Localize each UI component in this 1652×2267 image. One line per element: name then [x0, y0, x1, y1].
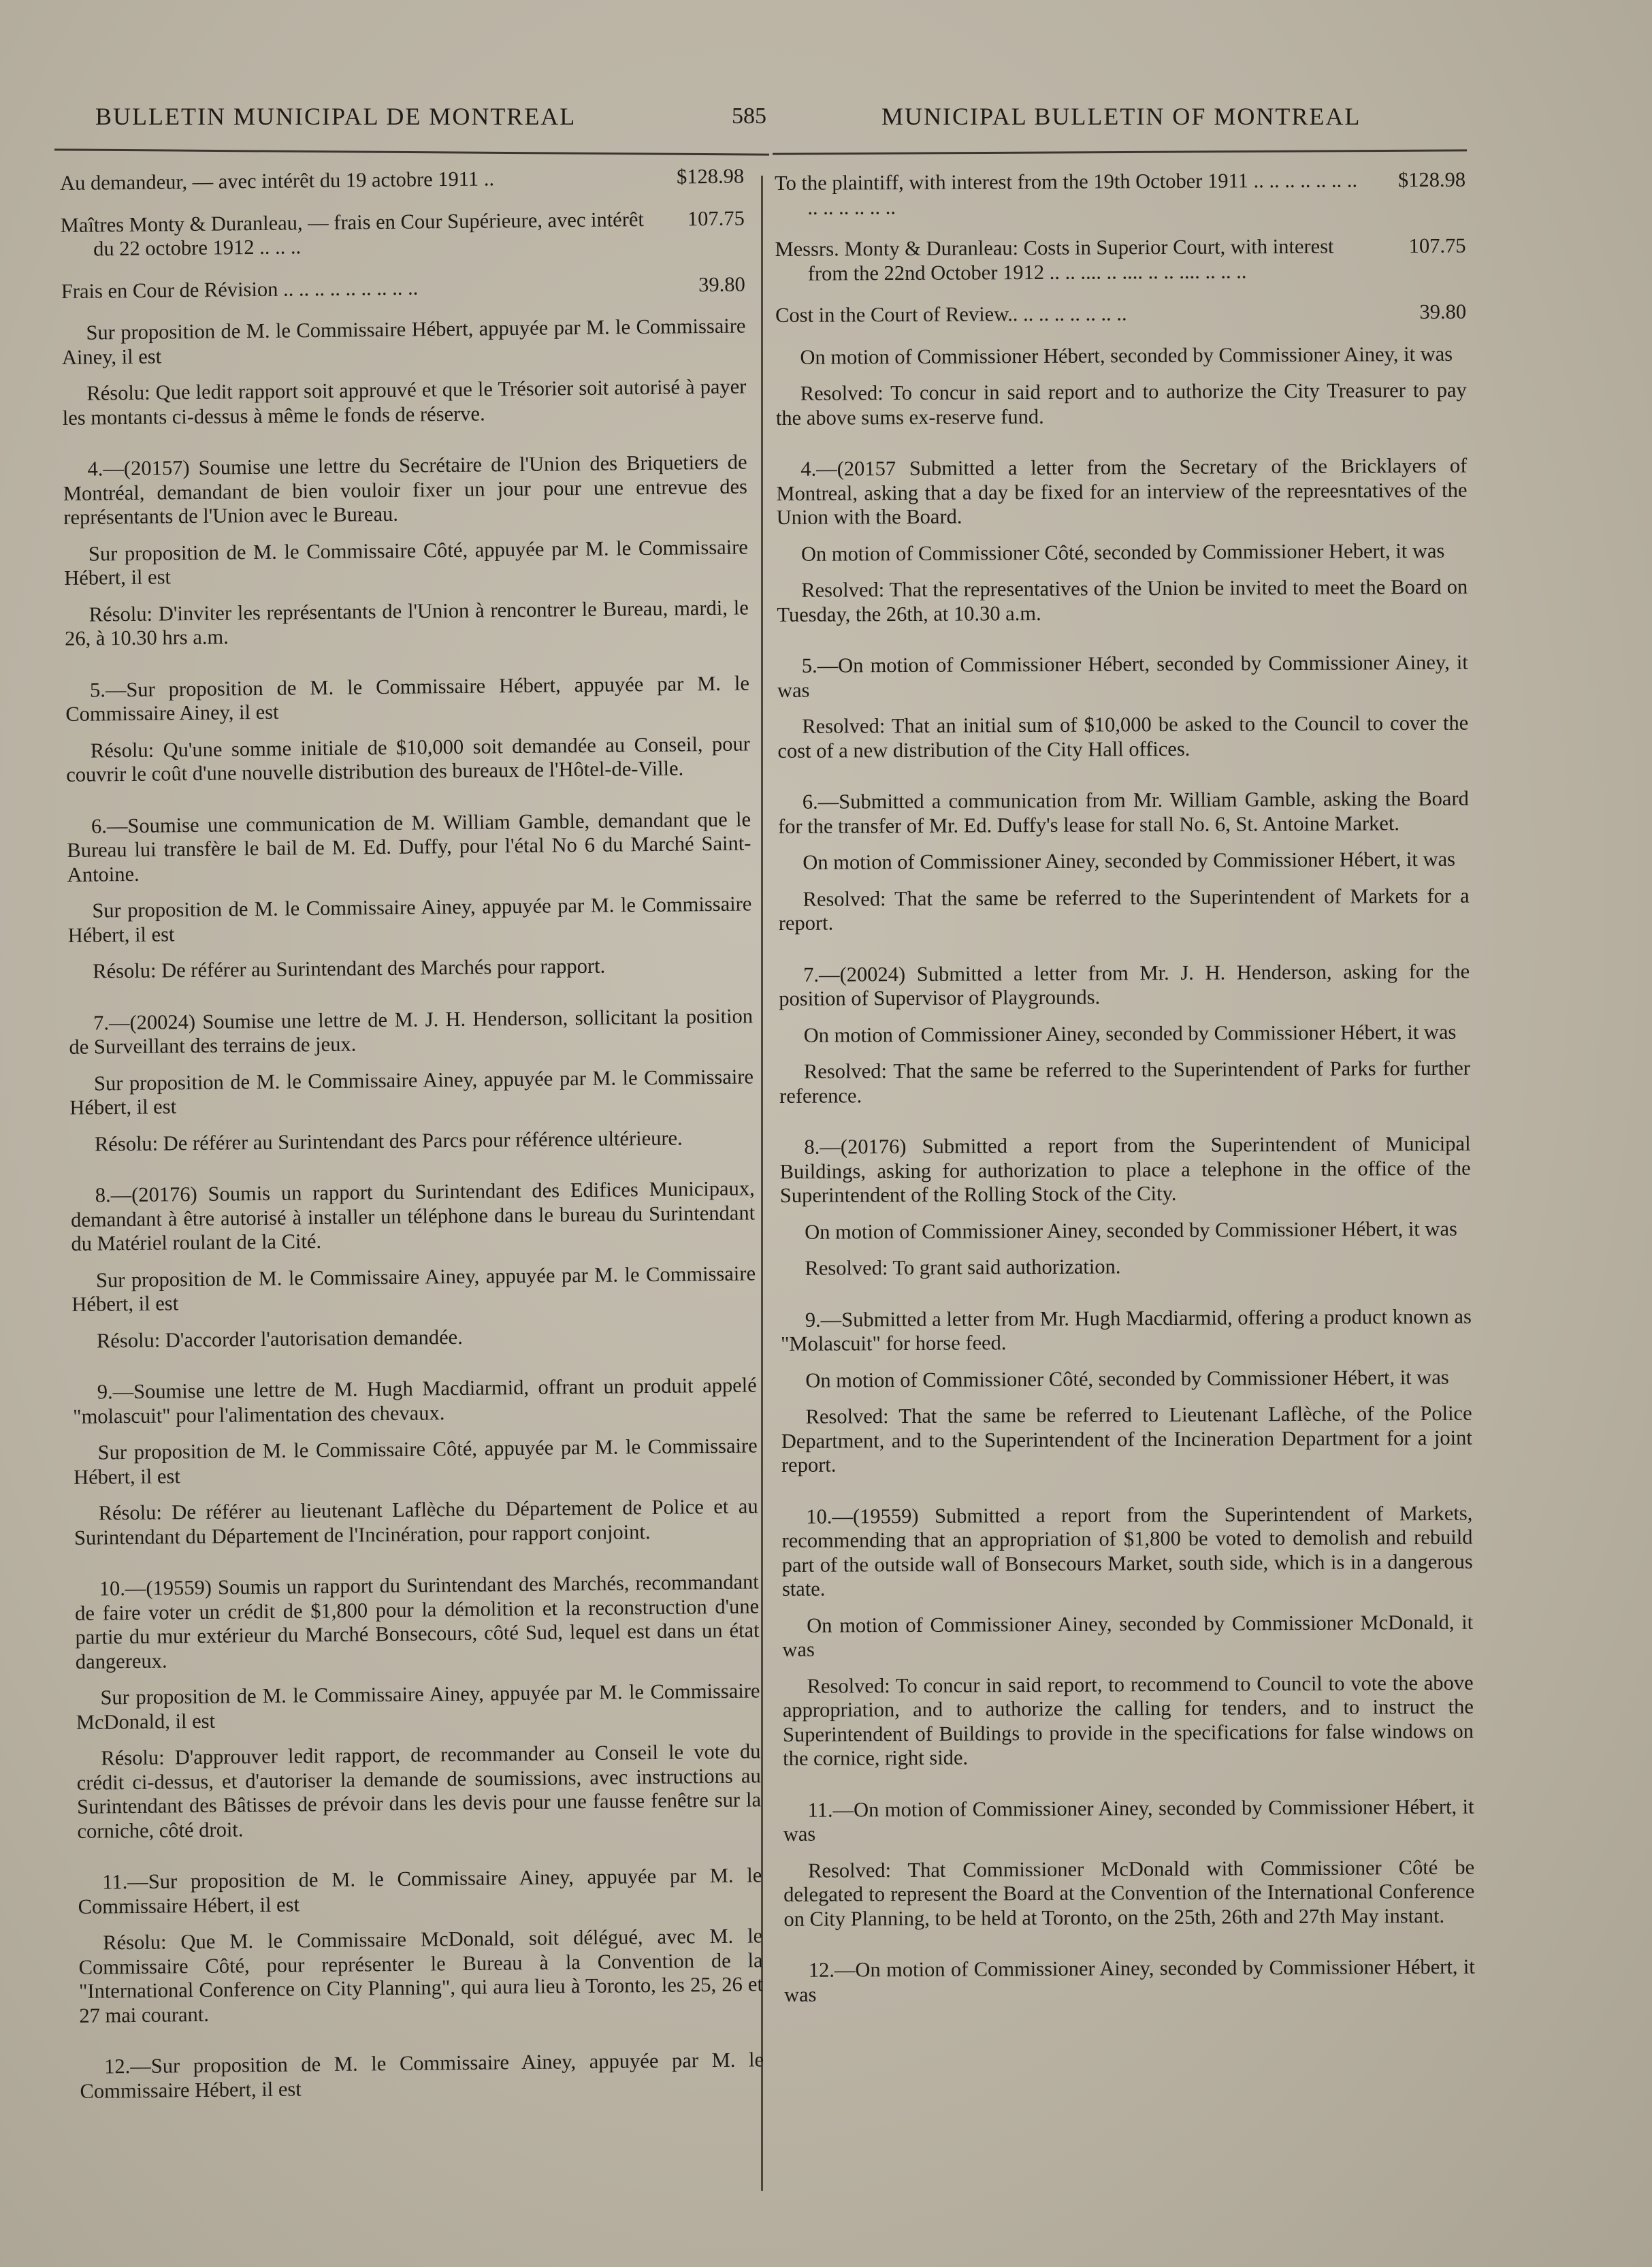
- minutes-paragraph: Sur proposition de M. le Commissaire Ainey, appuyée par M. le Commissaire Hébert, il est: [71, 1261, 756, 1316]
- minutes-paragraph: Résolu: De référer au Surintendant des Marchés pour rapport.: [93, 954, 606, 983]
- cost-line-amount: 107.75: [1408, 234, 1466, 258]
- minutes-paragraph: 5.—Sur proposition de M. le Commissaire Hébert, appuyée par M. le Commissaire Ainey, il est: [65, 671, 750, 726]
- cost-line-amount: 39.80: [698, 272, 745, 296]
- cost-line-item: [61, 272, 745, 304]
- minutes-paragraph: On motion of Commissioner Ainey, seconded by Commissioner Hébert, it was: [805, 1217, 1457, 1244]
- minutes-paragraph: Sur proposition de M. le Commissaire Hébert, appuyée par M. le Commissaire Ainey, il est: [61, 314, 746, 369]
- minutes-paragraph: Resolved: That an initial sum of $10,000 be asked to the Council to cover the cost of a new distribution of the City Hall offices.: [777, 711, 1469, 762]
- page-number: 585: [732, 103, 766, 129]
- cost-line-amount: $128.98: [676, 164, 745, 189]
- minutes-paragraph: Sur proposition de M. le Commissaire Côté, appuyée par M. le Commissaire Hébert, il est: [73, 1434, 758, 1489]
- french-running-head: BULLETIN MUNICIPAL DE MONTREAL: [95, 103, 577, 130]
- french-column: [60, 164, 764, 2115]
- minutes-paragraph: Resolved: To concur in said report and to authorize the City Treasurer to pay the above sums ex-reserve fund.: [775, 378, 1467, 430]
- minutes-paragraph: On motion of Commissioner Ainey, seconded by Commissioner Hébert, it was: [803, 1020, 1457, 1047]
- minutes-paragraph: 4.—(20157 Submitted a letter from the Secretary of the Bricklayers of Montreal, asking that a day be fixed for an interview of the repreesntatives of the Union with the Board.: [776, 453, 1468, 529]
- header-rule-right: [773, 149, 1467, 155]
- minutes-paragraph: Résolu: D'accorder l'autorisation demandée.: [96, 1325, 463, 1353]
- cost-line-text: Au demandeur, — avec intérêt du 19 actobre 1911 ..: [60, 167, 495, 195]
- minutes-paragraph: On motion of Commissioner Hébert, seconded by Commissioner Ainey, it was: [800, 342, 1453, 369]
- cost-line-item: [61, 206, 745, 262]
- minutes-paragraph: Sur proposition de M. le Commissaire Ainey, appuyée par M. le Commissaire McDonald, il est: [76, 1679, 760, 1734]
- minutes-paragraph: Sur proposition de M. le Commissaire Ainey, appuyée par M. le Commissaire Hébert, il est: [69, 1064, 754, 1119]
- minutes-paragraph: On motion of Commissioner Côté, seconded by Commissioner Hébert, it was: [805, 1365, 1449, 1392]
- minutes-paragraph: Résolu: Qu'une somme initiale de $10,000 soit demandée au Conseil, pour couvrir le coût d'une nouvelle distribution des bureaux de l'Hôtel-de-Ville.: [66, 731, 751, 786]
- minutes-paragraph: 6.—Soumise une communication de M. William Gamble, demandant que le Bureau lui transfère le bail de M. Ed. Duffy, pour l'étal No 6 du Marché Saint-Antoine.: [67, 807, 751, 886]
- minutes-paragraph: Résolu: D'inviter les représentants de l'Union à rencontrer le Bureau, mardi, le 26, à 10.30 hrs a.m.: [65, 595, 749, 650]
- cost-line-amount: 107.75: [687, 206, 745, 230]
- minutes-paragraph: 8.—(20176) Soumis un rapport du Surintendant des Edifices Municipaux, demandant à être autorisé à installer un téléphone dans le bureau du Surintendant du Matériel roulant de la Cité.: [70, 1176, 756, 1255]
- minutes-paragraph: 4.—(20157) Soumise une lettre du Secrétaire de l'Union des Briquetiers de Montréal, demandant de bien vouloir fixer un jour pour une entrevue des représentants de l'Union avec le Bureau.: [63, 450, 748, 529]
- minutes-paragraph: 10.—(19559) Soumis un rapport du Surintendant des Marchés, recommandant de faire voter un crédit de $1,800 pour la démolition et la reconstruction d'une partie du mur extérieur du Marché Bonsecours, côté Sud, lequel est dans un état dangereux.: [74, 1570, 760, 1673]
- cost-line-item: [775, 168, 1465, 220]
- minutes-paragraph: Resolved: To grant said authorization.: [805, 1255, 1121, 1280]
- cost-line-text: Frais en Cour de Révision .. .. .. .. .. .. .. .. ..: [61, 275, 419, 303]
- minutes-paragraph: Sur proposition de M. le Commissaire Côté, appuyée par M. le Commissaire Hébert, il est: [64, 534, 749, 590]
- cost-line-text: Messrs. Monty & Duranleau: Costs in Superior Court, with interest from the 22nd October 1912 .. .. .... .. .... .. .. .... .. .. ..: [775, 234, 1334, 285]
- english-column: [775, 168, 1475, 2019]
- minutes-paragraph: Résolu: Que ledit rapport soit approuvé et que le Trésorier soit autorisé à payer les montants ci-dessus à même le fonds de réserve.: [62, 374, 747, 430]
- cost-line-amount: 39.80: [1419, 300, 1467, 324]
- cost-line-text: To the plaintiff, with interest from the 19th October 1911 .. .. .. .. .. .. .. .. .. .. .. .. ..: [775, 168, 1358, 219]
- minutes-paragraph: Résolu: De référer au Surintendant des Parcs pour référence ultérieure.: [94, 1126, 683, 1156]
- minutes-paragraph: Resolved: That Commissioner McDonald with Commissioner Côté be delegated to represent the Board at the Convention of the International Conference on City Planning, to be held at Toronto, on the 25th, 26th and 27th May instant.: [783, 1855, 1475, 1931]
- cost-line-text: Cost in the Court of Review.. .. .. .. .. .. .. ..: [775, 302, 1127, 327]
- minutes-paragraph: Sur proposition de M. le Commissaire Ainey, appuyée par M. le Commissaire Hébert, il est: [67, 892, 752, 947]
- minutes-paragraph: 5.—On motion of Commissioner Hébert, seconded by Commissioner Ainey, it was: [777, 650, 1468, 702]
- cost-line-item: [775, 300, 1466, 328]
- cost-line-item: [775, 234, 1466, 286]
- header-rule-left: [54, 148, 769, 155]
- minutes-paragraph: On motion of Commissioner Ainey, seconded by Commissioner Hébert, it was: [803, 847, 1456, 874]
- minutes-paragraph: Resolved: That the same be referred to the Superintendent of Parks for further reference.: [779, 1056, 1470, 1108]
- minutes-paragraph: 9.—Soumise une lettre de M. Hugh Macdiarmid, offrant un produit appelé "molascuit" pour l'alimentation des chevaux.: [72, 1373, 757, 1428]
- minutes-paragraph: Resolved: To concur in said report, to recommend to Council to vote the above appropriation, and to authorize the calling for tenders, and to instruct the Superintendent of Buildings to provide in the specifications for false windows on the cornice, right side.: [782, 1671, 1474, 1770]
- minutes-paragraph: 6.—Submitted a communication from Mr. William Gamble, asking the Board for the transfer of Mr. Ed. Duffy's lease for stall No. 6, St. Antoine Market.: [777, 786, 1469, 838]
- minutes-paragraph: 11.—Sur proposition de M. le Commissaire Ainey, appuyée par M. le Commissaire Hébert, il est: [78, 1863, 762, 1918]
- minutes-paragraph: Résolu: D'approuver ledit rapport, de recommander au Conseil le vote du crédit ci-dessus, et d'autoriser la demande de soumissions, avec instructions au Surintendant des Bâtisses de prévoir dans les devis pour une fausse fenêtre sur la corniche, côté droit.: [76, 1739, 762, 1843]
- minutes-paragraph: 12.—Sur proposition de M. le Commissaire Ainey, appuyée par M. le Commissaire Hébert, il est: [80, 2048, 764, 2103]
- cost-line-amount: $128.98: [1397, 167, 1466, 192]
- minutes-paragraph: On motion of Commissioner Côté, seconded by Commissioner Hebert, it was: [800, 538, 1445, 566]
- minutes-paragraph: Resolved: That the representatives of the Union be invited to meet the Board on Tuesday, the 26th, at 10.30 a.m.: [777, 575, 1468, 626]
- minutes-paragraph: 7.—(20024) Submitted a letter from Mr. J. H. Henderson, asking for the position of Supervisor of Playgrounds.: [779, 959, 1470, 1010]
- minutes-paragraph: 7.—(20024) Soumise une lettre de M. J. H. Henderson, sollicitant la position de Surveillant des terrains de jeux.: [69, 1003, 754, 1059]
- minutes-paragraph: Résolu: De référer au lieutenant Laflèche du Département de Police et au Surintendant du Département de l'Incinération, pour rapport conjoint.: [74, 1494, 758, 1549]
- minutes-paragraph: Résolu: Que M. le Commissaire McDonald, soit délégué, avec M. le Commissaire Côté, pour représenter le Bureau à la Convention de la "International Conference on City Planning", qui aura lieu à Toronto, les 25, 26 et 27 mai courant.: [78, 1924, 764, 2027]
- minutes-paragraph: Resolved: That the same be referred to Lieutenant Laflèche, of the Police Department, and to the Superintendent of the Incineration Department for a joint report.: [781, 1401, 1472, 1477]
- minutes-paragraph: 12.—On motion of Commissioner Ainey, seconded by Commissioner Hébert, it was: [783, 1955, 1475, 2006]
- minutes-paragraph: 10.—(19559) Submitted a report from the Superintendent of Markets, recommending that an appropriation of $1,800 be voted to demolish and rebuild part of the outside wall of Bonsecours Market, south side, which is in a dangerous state.: [781, 1501, 1473, 1601]
- minutes-paragraph: 8.—(20176) Submitted a report from the Superintendent of Municipal Buildings, asking for authorization to place a telephone in the office of the Superintendent of the Rolling Stock of the City.: [779, 1131, 1471, 1207]
- english-running-head: MUNICIPAL BULLETIN OF MONTREAL: [881, 103, 1361, 130]
- minutes-paragraph: 9.—Submitted a letter from Mr. Hugh Macdiarmid, offering a product known as "Molascuit" for horse feed.: [780, 1304, 1472, 1355]
- minutes-paragraph: On motion of Commissioner Ainey, seconded by Commissioner McDonald, it was: [782, 1610, 1474, 1661]
- cost-line-text: Maîtres Monty & Duranleau, — frais en Cour Supérieure, avec intérêt du 22 octobre 1912 .. .. ..: [60, 207, 645, 261]
- cost-line-item: [60, 164, 744, 195]
- minutes-paragraph: 11.—On motion of Commissioner Ainey, seconded by Commissioner Hébert, it was: [783, 1795, 1474, 1846]
- minutes-paragraph: Resolved: That the same be referred to the Superintendent of Markets for a report.: [778, 884, 1470, 935]
